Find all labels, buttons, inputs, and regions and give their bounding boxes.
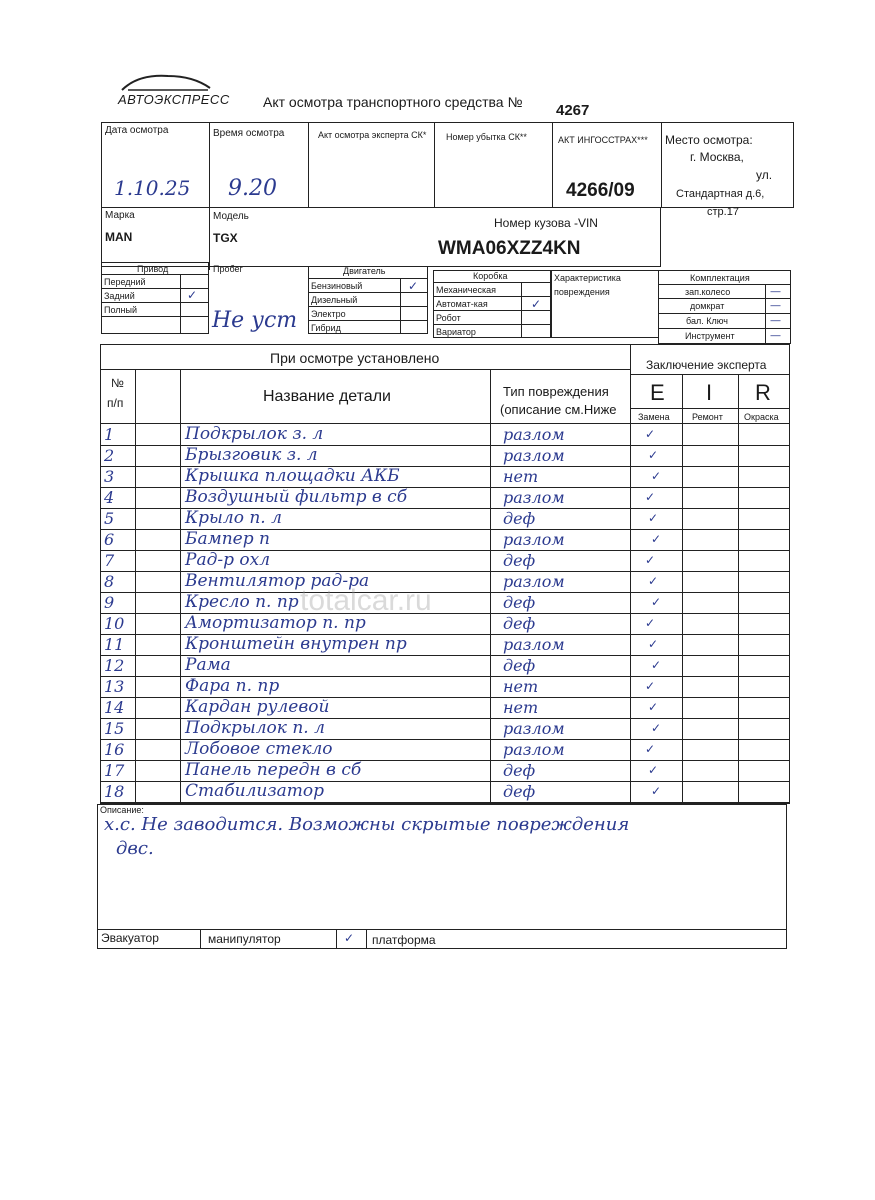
col-type-line1: Тип повреждения xyxy=(503,384,609,399)
loss-number-label: Номер убытка СК** xyxy=(446,132,527,142)
damage-type[interactable]: нет xyxy=(503,698,539,717)
damage-type[interactable]: разлом xyxy=(503,446,565,465)
gearbox-variator: Вариатор xyxy=(436,327,476,337)
place-line2: ул. xyxy=(756,168,773,182)
damage-type[interactable]: деф xyxy=(503,614,536,633)
drive-label: Привод xyxy=(137,264,169,274)
part-name[interactable]: Рад-р охл xyxy=(185,550,271,570)
gearbox-robot: Робот xyxy=(436,313,461,323)
replace-check[interactable]: ✓ xyxy=(648,448,659,462)
row-number: 6 xyxy=(104,530,115,549)
damage-type[interactable]: разлом xyxy=(503,740,565,759)
part-name[interactable]: Рама xyxy=(185,655,231,675)
act-number: 4267 xyxy=(556,102,590,119)
make-value[interactable]: MAN xyxy=(105,230,133,244)
engine-label: Двигатель xyxy=(343,266,386,276)
col-e: E xyxy=(650,380,665,405)
expert-conclusion-title: Заключение эксперта xyxy=(646,358,767,372)
mileage-value[interactable]: Не уст xyxy=(212,308,298,333)
equip-jack: домкрат xyxy=(690,301,725,311)
logo-text: АВТОЭКСПРЕСС xyxy=(118,92,230,107)
row-divider xyxy=(100,802,790,803)
make-label: Марка xyxy=(105,210,135,221)
equipment-label: Комплектация xyxy=(690,273,750,283)
col-num-line1: № xyxy=(111,376,124,390)
part-name[interactable]: Подкрылок з. л xyxy=(185,424,324,444)
part-name[interactable]: Кардан рулевой xyxy=(185,697,330,717)
place-line1: г. Москва, xyxy=(690,150,744,164)
damage-type[interactable]: нет xyxy=(503,677,539,696)
row-number: 14 xyxy=(104,698,125,717)
col-i-sub: Ремонт xyxy=(692,412,723,422)
equip-wrench-mark[interactable]: — xyxy=(770,314,781,327)
equip-tools-mark[interactable]: — xyxy=(770,329,781,342)
row-number: 15 xyxy=(104,719,125,738)
part-name[interactable]: Кронштейн внутрен пр xyxy=(185,634,407,654)
equip-spare-wheel: зап.колесо xyxy=(685,287,731,297)
part-name[interactable]: Панель передн в сб xyxy=(185,760,362,780)
replace-check[interactable]: ✓ xyxy=(645,427,656,441)
gearbox-auto-check[interactable]: ✓ xyxy=(531,297,542,311)
row-number: 16 xyxy=(104,740,125,759)
part-name[interactable]: Вентилятор рад-ра xyxy=(185,571,370,591)
col-e-sub: Замена xyxy=(638,412,670,422)
gearbox-label: Коробка xyxy=(473,271,508,281)
part-name[interactable]: Брызговик з. л xyxy=(185,445,318,465)
replace-check[interactable]: ✓ xyxy=(645,742,656,756)
logo xyxy=(118,70,230,110)
col-i: I xyxy=(706,380,713,405)
row-number: 17 xyxy=(104,761,125,780)
row-number: 18 xyxy=(104,782,125,801)
place-line4: стр.17 xyxy=(707,206,739,218)
replace-check[interactable]: ✓ xyxy=(651,658,662,672)
part-name[interactable]: Крышка площадки АКБ xyxy=(185,466,400,486)
col-name: Название детали xyxy=(263,388,391,405)
row-number: 8 xyxy=(104,572,115,591)
replace-check[interactable]: ✓ xyxy=(648,637,659,651)
vin-value[interactable]: WMA06XZZ4KN xyxy=(438,238,581,259)
manipulator-check[interactable]: ✓ xyxy=(344,931,355,945)
expert-act-label: Акт осмотра эксперта СК* xyxy=(318,130,427,140)
part-name[interactable]: Кресло п. пр xyxy=(185,592,299,612)
part-name[interactable]: Амортизатор п. пр xyxy=(185,613,366,633)
damage-type[interactable]: нет xyxy=(503,467,539,486)
part-name[interactable]: Подкрылок п. л xyxy=(185,718,325,738)
equip-jack-mark[interactable]: — xyxy=(770,299,781,312)
row-number: 3 xyxy=(104,467,115,486)
description-label: Описание: xyxy=(100,805,144,815)
drive-rear: Задний xyxy=(104,291,135,301)
model-label: Модель xyxy=(213,211,249,222)
equip-wrench: бал. Ключ xyxy=(686,316,728,326)
damage-type[interactable]: деф xyxy=(503,782,536,801)
replace-check[interactable]: ✓ xyxy=(645,490,656,504)
damage-type[interactable]: деф xyxy=(503,656,536,675)
ingos-value[interactable]: 4266/09 xyxy=(566,180,635,201)
car-logo-icon xyxy=(118,70,218,94)
replace-check[interactable]: ✓ xyxy=(648,574,659,588)
time-label: Время осмотра xyxy=(213,128,285,139)
replace-check[interactable]: ✓ xyxy=(651,784,662,798)
watermark: totalcar.ru xyxy=(300,584,432,617)
evac-label: Эвакуатор xyxy=(101,931,159,945)
row-number: 4 xyxy=(104,488,115,507)
time-value[interactable]: 9.20 xyxy=(228,176,277,201)
row-number: 12 xyxy=(104,656,125,675)
col-r: R xyxy=(755,380,771,405)
damage-type[interactable]: разлом xyxy=(503,425,565,444)
mileage-label: Пробег xyxy=(213,264,243,274)
row-number: 1 xyxy=(104,425,115,444)
replace-check[interactable]: ✓ xyxy=(645,679,656,693)
part-name[interactable]: Стабилизатор xyxy=(185,781,325,801)
page-title: Акт осмотра транспортного средства № xyxy=(263,94,523,110)
place-line3: Стандартная д.6, xyxy=(676,188,765,200)
equip-spare-mark[interactable]: — xyxy=(770,285,781,298)
date-value[interactable]: 1.10.25 xyxy=(114,176,191,200)
part-name[interactable]: Лобовое стекло xyxy=(185,739,333,759)
description-text-2[interactable]: двс. xyxy=(116,838,154,859)
col-type-line2: (описание см.Ниже xyxy=(500,402,617,417)
damage-type[interactable]: деф xyxy=(503,509,536,528)
vin-label: Номер кузова -VIN xyxy=(494,216,598,230)
part-name[interactable]: Воздушный фильтр в сб xyxy=(185,487,408,507)
damage-type[interactable]: деф xyxy=(503,551,536,570)
row-number: 9 xyxy=(104,593,115,612)
drive-front: Передний xyxy=(104,277,146,287)
damage-type[interactable]: разлом xyxy=(503,572,565,591)
row-number: 7 xyxy=(104,551,115,570)
damage-type[interactable]: деф xyxy=(503,761,536,780)
row-number: 13 xyxy=(104,677,125,696)
damage-type[interactable]: разлом xyxy=(503,719,565,738)
engine-petrol: Бензиновый xyxy=(311,281,363,291)
damage-type[interactable]: разлом xyxy=(503,530,565,549)
part-name[interactable]: Крыло п. л xyxy=(185,508,282,528)
row-number: 11 xyxy=(104,635,125,654)
description-text-1[interactable]: х.с. Не заводится. Возможны скрытые повреждения xyxy=(104,814,630,835)
damage-type[interactable]: разлом xyxy=(503,488,565,507)
engine-electro: Электро xyxy=(311,309,346,319)
engine-diesel: Дизельный xyxy=(311,295,358,305)
row-number: 2 xyxy=(104,446,115,465)
engine-petrol-check[interactable]: ✓ xyxy=(408,279,419,293)
replace-check[interactable]: ✓ xyxy=(651,532,662,546)
damage-type[interactable]: деф xyxy=(503,593,536,612)
col-r-sub: Окраска xyxy=(744,412,779,422)
manipulator-label: манипулятор xyxy=(208,932,281,946)
drive-rear-check[interactable]: ✓ xyxy=(187,288,198,302)
part-name[interactable]: Фара п. пр xyxy=(185,676,280,696)
damage-char-label-1: Характеристика xyxy=(554,273,621,283)
replace-check[interactable]: ✓ xyxy=(651,469,662,483)
row-number: 5 xyxy=(104,509,115,528)
replace-check[interactable]: ✓ xyxy=(651,595,662,609)
replace-check[interactable]: ✓ xyxy=(645,553,656,567)
replace-check[interactable]: ✓ xyxy=(651,721,662,735)
row-number: 10 xyxy=(104,614,125,633)
model-value[interactable]: TGX xyxy=(213,231,238,245)
replace-check[interactable]: ✓ xyxy=(645,616,656,630)
drive-full: Полный xyxy=(104,305,137,315)
section-title: При осмотре установлено xyxy=(270,350,440,366)
replace-check[interactable]: ✓ xyxy=(648,763,659,777)
place-label: Место осмотра: xyxy=(665,133,753,147)
gearbox-manual: Механическая xyxy=(436,285,497,295)
ingos-label: АКТ ИНГОССТРАХ*** xyxy=(558,135,648,145)
replace-check[interactable]: ✓ xyxy=(648,700,659,714)
damage-char-label-2: повреждения xyxy=(554,287,610,297)
platform-label: платформа xyxy=(372,933,436,947)
col-num-line2: п/п xyxy=(107,396,124,410)
part-name[interactable]: Бампер п xyxy=(185,529,270,549)
gearbox-auto: Автомат-кая xyxy=(436,299,488,309)
replace-check[interactable]: ✓ xyxy=(648,511,659,525)
damage-type[interactable]: разлом xyxy=(503,635,565,654)
engine-hybrid: Гибрид xyxy=(311,323,341,333)
equip-tools: Инструмент xyxy=(685,331,735,341)
date-label: Дата осмотра xyxy=(105,125,169,136)
